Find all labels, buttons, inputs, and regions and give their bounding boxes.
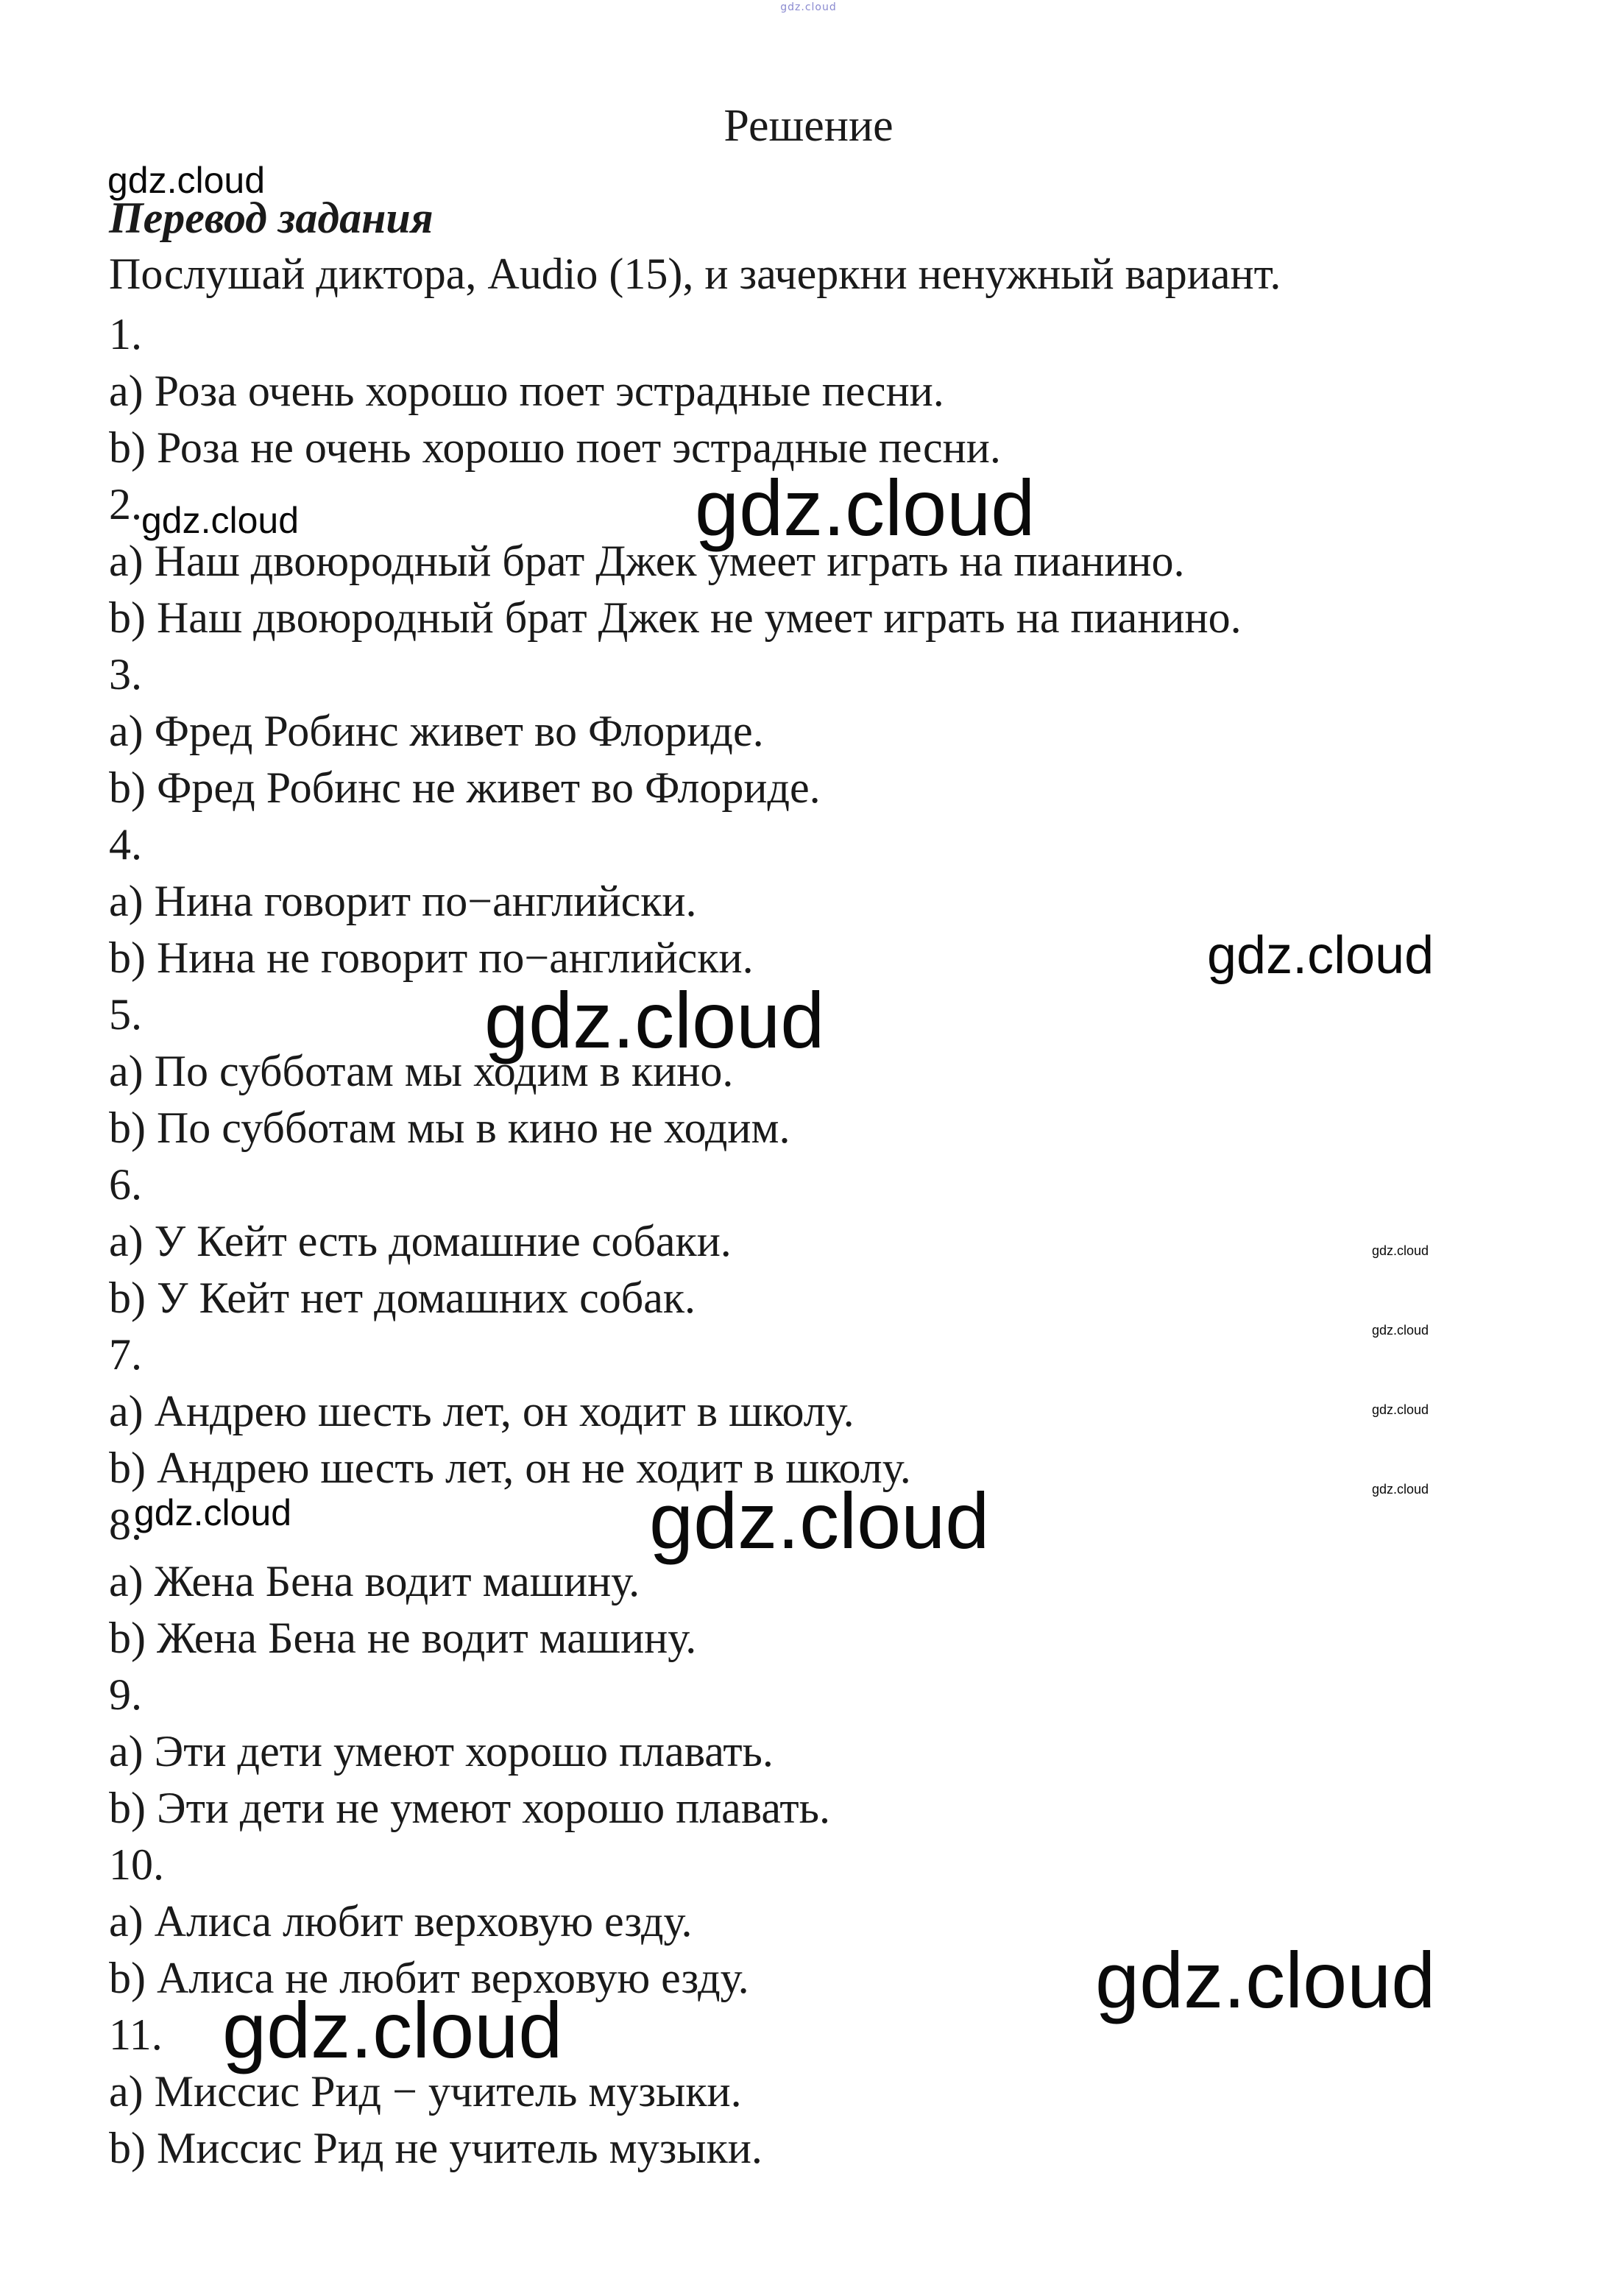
option-b: b) По субботам мы в кино не ходим. <box>109 1103 790 1152</box>
watermark: gdz.cloud <box>1372 1323 1429 1338</box>
watermark: gdz.cloud <box>141 500 300 541</box>
watermark: gdz.cloud <box>649 1476 990 1565</box>
item-number: 1. <box>109 310 142 358</box>
option-a: a) Роза очень хорошо поет эстрадные песни. <box>109 367 944 415</box>
option-a: a) Нина говорит по−английски. <box>109 877 697 925</box>
item-number: 11. <box>109 2010 163 2059</box>
list-item <box>109 1156 1242 1327</box>
watermark: gdz.cloud <box>1207 926 1434 985</box>
option-b: b) Жена Бена не водит машину. <box>109 1614 697 1662</box>
list-item <box>109 1327 1242 1497</box>
page-heading: Решение <box>723 101 894 151</box>
option-a: a) Миссис Рид − учитель музыки. <box>109 2067 742 2116</box>
answer-list <box>109 306 1242 2177</box>
item-number: 5. <box>109 990 142 1039</box>
item-number: 3. <box>109 650 142 699</box>
option-b: b) У Кейт нет домашних собак. <box>109 1274 696 1322</box>
watermark: gdz.cloud <box>484 975 825 1064</box>
watermark: gdz.cloud <box>695 463 1036 552</box>
option-a: a) По субботам мы ходим в кино. <box>109 1047 734 1095</box>
option-b: b) Роза не очень хорошо поет эстрадные песни. <box>109 423 1001 472</box>
option-a: a) Андрею шесть лет, он ходит в школу. <box>109 1387 855 1435</box>
option-a: a) Алиса любит верховую езду. <box>109 1897 693 1946</box>
option-a: a) Жена Бена водит машину. <box>109 1557 640 1606</box>
item-number: 6. <box>109 1160 142 1209</box>
list-item <box>109 646 1242 816</box>
option-a: a) У Кейт есть домашние собаки. <box>109 1217 732 1265</box>
translation-subtitle: Перевод задания <box>109 194 434 242</box>
list-item <box>109 816 1242 986</box>
option-a: a) Эти дети умеют хорошо плавать. <box>109 1727 774 1776</box>
option-b: b) Андрею шесть лет, он не ходит в школу. <box>109 1444 911 1492</box>
watermark: gdz.cloud <box>1372 1482 1429 1497</box>
list-item <box>109 1667 1242 1837</box>
watermark: gdz.cloud <box>1095 1935 1436 2024</box>
option-b: b) Нина не говорит по−английски. <box>109 933 754 982</box>
list-item <box>109 1837 1242 2007</box>
watermark: gdz.cloud <box>1372 1243 1429 1258</box>
list-item <box>109 306 1242 476</box>
item-number: 8. <box>109 1500 142 1549</box>
item-number: 2. <box>109 480 142 529</box>
option-b: b) Алиса не любит верховую езду. <box>109 1954 749 2002</box>
watermark: gdz.cloud <box>107 160 266 201</box>
option-b: b) Фред Робинс не живет во Флориде. <box>109 763 821 812</box>
item-number: 9. <box>109 1670 142 1719</box>
option-b: b) Эти дети не умеют хорошо плавать. <box>109 1784 831 1832</box>
item-number: 10. <box>109 1840 164 1889</box>
task-instruction: Послушай диктора, Audio (15), и зачеркни ненужный вариант. <box>109 250 1281 298</box>
watermark: gdz.cloud <box>1372 1402 1429 1417</box>
top-watermark: gdz.cloud <box>780 1 837 13</box>
option-a: a) Фред Робинс живет во Флориде. <box>109 707 764 755</box>
watermark: gdz.cloud <box>222 1985 563 2074</box>
option-b: b) Миссис Рид не учитель музыки. <box>109 2124 762 2172</box>
item-number: 4. <box>109 820 142 869</box>
option-a: a) Наш двоюродный брат Джек умеет играть на пианино. <box>109 537 1185 585</box>
option-b: b) Наш двоюродный брат Джек не умеет играть на пианино. <box>109 593 1242 642</box>
watermark: gdz.cloud <box>134 1492 292 1533</box>
item-number: 7. <box>109 1330 142 1379</box>
